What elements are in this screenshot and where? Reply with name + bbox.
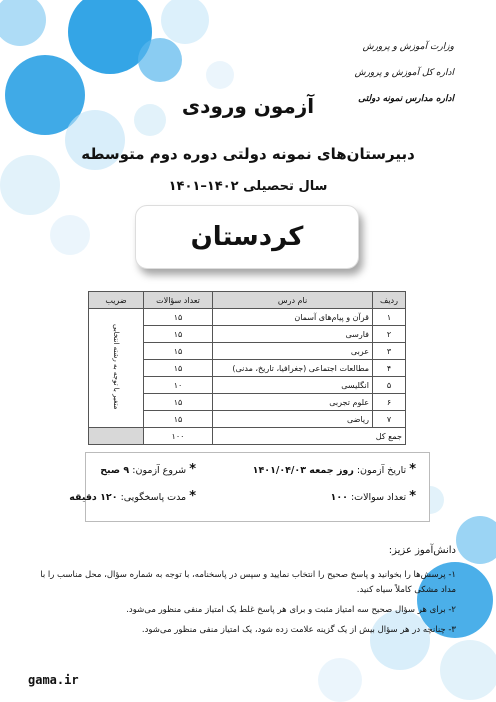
row-num: ۴ [373, 360, 406, 377]
general-office-label: اداره کل آموزش و پرورش [354, 68, 454, 78]
row-name: علوم تجربی [213, 394, 373, 411]
header-num: ردیف [373, 292, 406, 309]
row-name: ریاضی [213, 411, 373, 428]
row-num: ۶ [373, 394, 406, 411]
row-num: ۷ [373, 411, 406, 428]
exam-date-label: تاریخ آزمون: [356, 465, 407, 476]
total-value: ۱۰۰ [144, 428, 213, 445]
star-icon: * [409, 489, 416, 504]
notes-greeting: دانش‌آموز عزیز: [388, 545, 456, 556]
coef-note: متغیر با توجه به رشته انتخابی [112, 324, 120, 410]
exam-start-label: شروع آزمون: [132, 465, 187, 476]
row-name: مطالعات اجتماعی (جغرافیا، تاریخ، مدنی) [213, 360, 373, 377]
row-count: ۱۰ [144, 377, 213, 394]
row-count: ۱۵ [144, 360, 213, 377]
academic-year: سال تحصیلی ۱۴۰۲–۱۴۰۱ [168, 179, 328, 194]
row-num: ۱ [373, 309, 406, 326]
total-label: جمع کل [213, 428, 406, 445]
exam-duration-value: ۱۲۰ دقیقه [69, 492, 118, 503]
note-item-3: ۳- چنانچه در هر سؤال بیش از یک گزینه علامت زده شود، یک امتیاز منفی منظور می‌شود. [141, 625, 456, 635]
exam-duration-label: مدت پاسخگویی: [120, 492, 187, 503]
row-count: ۱۵ [144, 411, 213, 428]
table-row [89, 309, 406, 326]
exam-questions-label: تعداد سوالات: [350, 492, 407, 503]
header-coef: ضریب [89, 292, 144, 309]
exam-date-value: روز جمعه ۱۴۰۱/۰۴/۰۳ [252, 465, 354, 476]
province-name: کردستان [190, 222, 304, 252]
header-name: نام درس [213, 292, 373, 309]
exam-start [100, 462, 196, 477]
exam-questions-value: ۱۰۰ [330, 492, 348, 503]
total-row [89, 428, 406, 445]
subjects-table [88, 291, 406, 445]
subtitle: دبیرستان‌های نمونه دولتی دوره دوم متوسطه [81, 145, 415, 163]
row-count: ۱۵ [144, 309, 213, 326]
row-count: ۱۵ [144, 394, 213, 411]
row-count: ۱۵ [144, 343, 213, 360]
footer-site: gama.ir [28, 673, 79, 687]
exam-duration [69, 489, 196, 504]
row-name: انگلیسی [213, 377, 373, 394]
row-name: قرآن و پیام‌های آسمان [213, 309, 373, 326]
ministry-label: وزارت آموزش و پرورش [362, 42, 454, 52]
province-box [135, 205, 359, 269]
exam-start-value: ۹ صبح [100, 465, 130, 476]
row-num: ۲ [373, 326, 406, 343]
row-count: ۱۵ [144, 326, 213, 343]
note-item-1: ۱- پرسش‌ها را بخوانید و پاسخ صحیح را انتخاب نمایید و سپس در پاسخنامه، با توجه به شماره سؤال، محل مناسب را با مداد مشکی کاملاً سیاه کنید. [40, 570, 456, 595]
note-item-2: ۲- برای هر سؤال صحیح سه امتیاز مثبت و برای هر پاسخ غلط یک امتیاز منفی منظور می‌شود. [126, 605, 456, 615]
total-empty-cell [89, 428, 144, 445]
star-icon: * [189, 489, 196, 504]
school-office-label: اداره مدارس نمونه دولتی [358, 94, 454, 104]
row-name: فارسی [213, 326, 373, 343]
row-name: عربی [213, 343, 373, 360]
main-title: آزمون ورودی [181, 94, 315, 118]
exam-date [253, 462, 416, 477]
coef-note-cell [89, 309, 144, 428]
star-icon: * [189, 462, 196, 477]
header-count: تعداد سؤالات [144, 292, 213, 309]
exam-questions [331, 489, 416, 504]
row-num: ۵ [373, 377, 406, 394]
star-icon: * [409, 462, 416, 477]
row-num: ۳ [373, 343, 406, 360]
table-header-row [89, 292, 406, 309]
